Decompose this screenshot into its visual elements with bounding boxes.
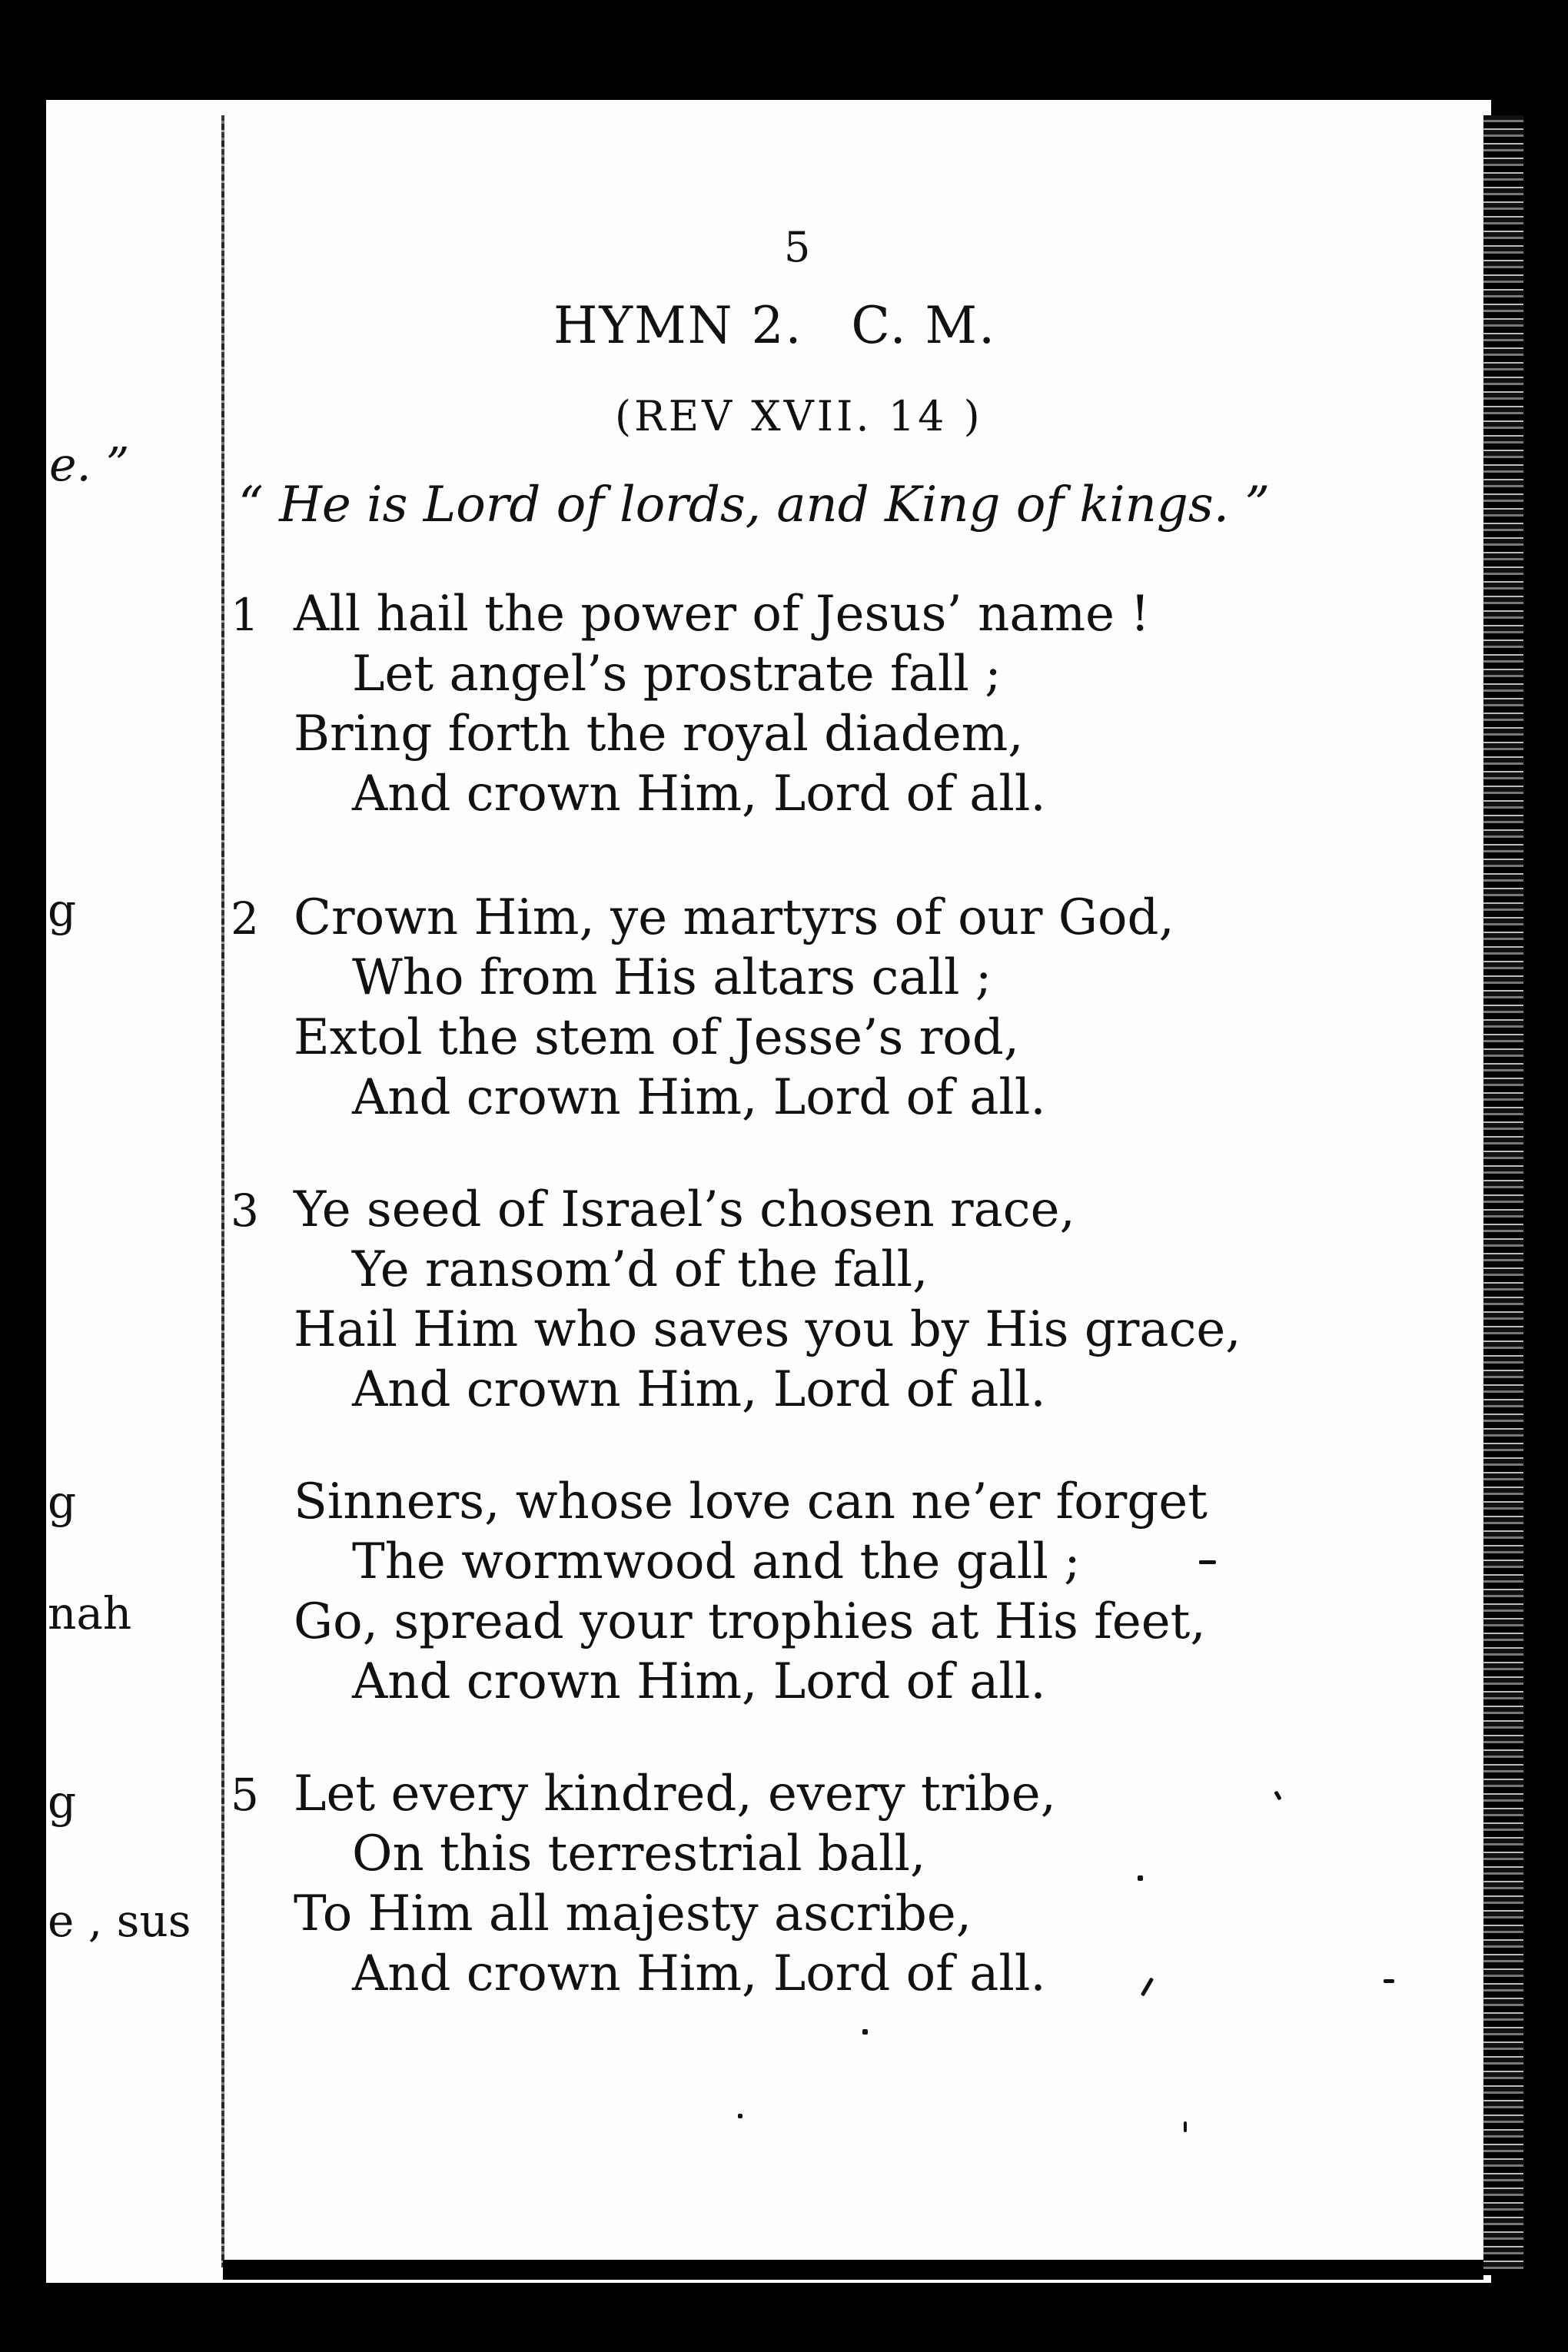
hymn-title-word: HYMN: [553, 296, 734, 355]
verse-text: And crown Him, Lord of all.: [352, 1069, 1046, 1126]
prev-fragment: g: [48, 884, 77, 936]
verse-text: Crown Him, ye martyrs of our God,: [294, 889, 1174, 946]
verse-text: Go, spread your trophies at His feet,: [294, 1593, 1206, 1650]
epigraph: “ He is Lord of lords, and King of kings. ”: [238, 477, 1271, 533]
verse-line: [231, 584, 1150, 644]
print-speck: [738, 2114, 742, 2118]
print-speck: [1138, 1875, 1143, 1881]
page-bottom-edge: [223, 2260, 1483, 2280]
verse-text: On this terrestrial ball,: [352, 1825, 926, 1882]
print-speck: [862, 2029, 868, 2035]
verse-line: [231, 704, 1150, 764]
scripture-reference: (REV XVII. 14 ): [615, 392, 983, 440]
verse-line: [231, 1360, 1241, 1420]
print-speck: [1184, 2121, 1187, 2132]
verse-line: [231, 1764, 1056, 1824]
stanza-5: [231, 1764, 1056, 2004]
verse-text: To Him all majesty ascribe,: [294, 1885, 972, 1942]
verse-line: [231, 1824, 1056, 1884]
verse-line: [231, 644, 1150, 704]
verse-line: [231, 1240, 1241, 1300]
print-speck: [1384, 1979, 1394, 1983]
verse-line: [231, 888, 1174, 948]
verse-text: Bring forth the royal diadem,: [294, 706, 1024, 762]
verse-line: [231, 1592, 1208, 1652]
verse-text: Let every kindred, every tribe,: [294, 1766, 1056, 1822]
previous-page-fragment: [46, 100, 221, 2283]
verse-line: [231, 1884, 1056, 1944]
print-speck: [1199, 1560, 1216, 1564]
verse-text: And crown Him, Lord of all.: [352, 1945, 1046, 2002]
stanza-number: 2: [231, 892, 259, 945]
verse-text: Who from His altars call ;: [352, 949, 992, 1006]
verse-line: [231, 948, 1174, 1008]
verse-text: Let angel’s prostrate fall ;: [352, 646, 1002, 703]
stanza-4: [231, 1472, 1208, 1712]
verse-text: Sinners, whose love can ne’er forget: [294, 1473, 1208, 1530]
prev-fragment: e , sus: [48, 1895, 191, 1947]
stanza-3: [231, 1180, 1241, 1420]
verse-text: And crown Him, Lord of all.: [352, 1361, 1046, 1418]
stanza-2: [231, 888, 1174, 1128]
verse-text: Ye seed of Israel’s chosen race,: [294, 1181, 1075, 1238]
prev-fragment: nah: [48, 1587, 132, 1639]
stanza-number: 3: [231, 1184, 259, 1237]
verse-text: Hail Him who saves you by His grace,: [294, 1301, 1241, 1358]
prev-fragment: g: [48, 1776, 77, 1828]
verse-line: [231, 764, 1150, 824]
verse-line: [231, 1068, 1174, 1128]
verse-line: [231, 1472, 1208, 1532]
verse-text: Ye ransom’d of the fall,: [352, 1241, 929, 1298]
verse-line: [231, 1532, 1208, 1592]
stanza-number: 1: [231, 589, 259, 641]
hymn-title: [553, 296, 996, 355]
hymn-meter: C. M.: [851, 296, 997, 355]
stanza-1: [231, 584, 1150, 824]
verse-text: And crown Him, Lord of all.: [352, 1653, 1046, 1710]
prev-fragment: e. ”: [49, 438, 130, 492]
prev-fragment: g: [48, 1476, 77, 1528]
verse-text: The wormwood and the gall ;: [352, 1533, 1081, 1590]
verse-line: [231, 1008, 1174, 1068]
verse-line: [231, 1300, 1241, 1360]
stanza-number: 5: [231, 1769, 259, 1821]
verse-text: All hail the power of Jesus’ name !: [294, 586, 1151, 643]
verse-text: Extol the stem of Jesse’s rod,: [294, 1009, 1020, 1066]
verse-line: [231, 1180, 1241, 1240]
page-right-edge: [1483, 115, 1523, 2275]
page-number: 5: [784, 223, 811, 271]
verse-line: [231, 1652, 1208, 1712]
hymn-number: 2.: [751, 296, 803, 355]
verse-text: And crown Him, Lord of all.: [352, 766, 1046, 822]
verse-line: [231, 1944, 1056, 2004]
